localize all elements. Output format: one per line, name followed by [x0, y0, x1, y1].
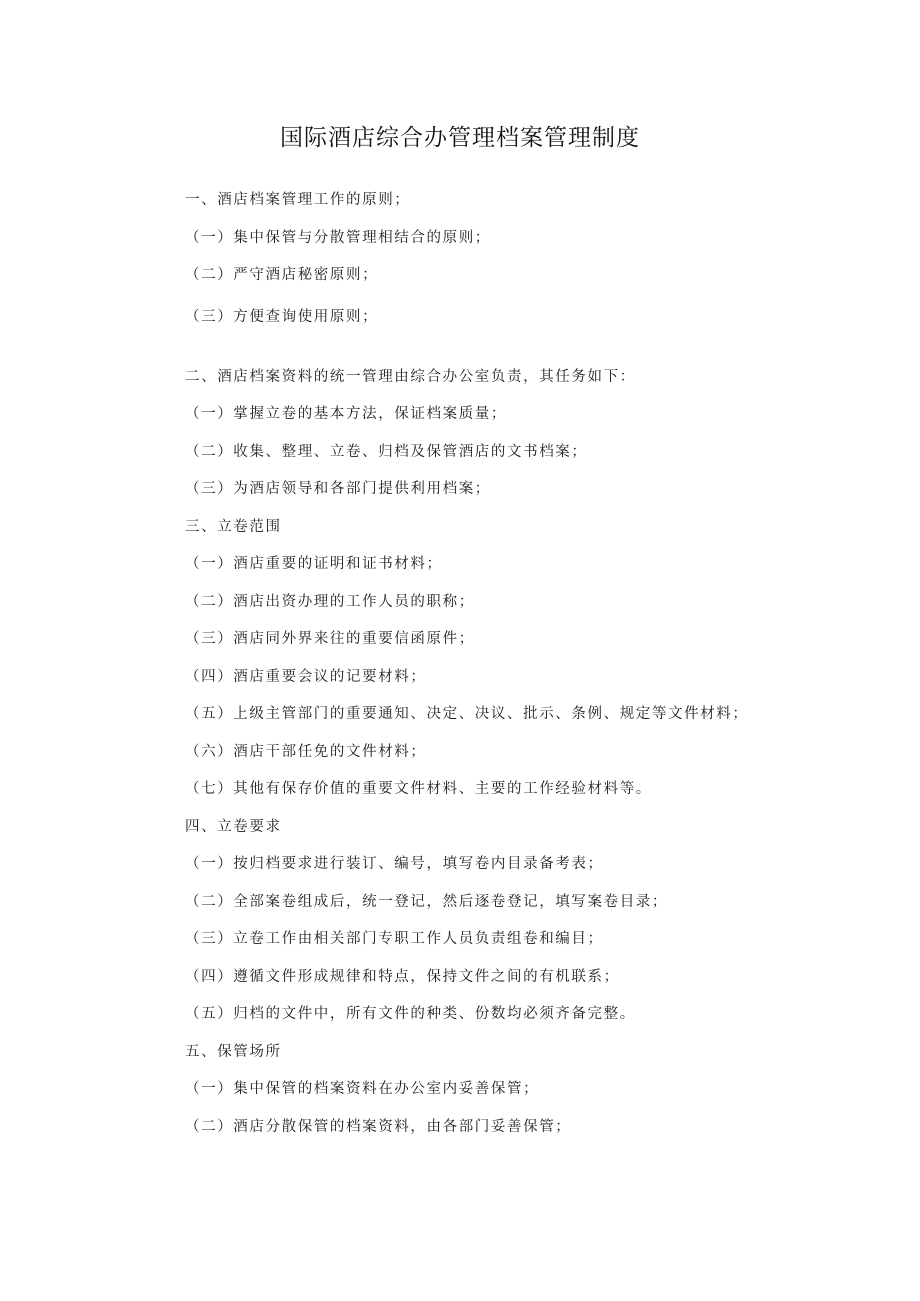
list-item: （三）酒店同外界来往的重要信函原件；: [185, 631, 475, 647]
section-heading-3: 三、立卷范围: [185, 519, 282, 535]
section-heading-2: 二、酒店档案资料的统一管理由综合办公室负责，其任务如下：: [185, 369, 636, 385]
list-item: （一）集中保管与分散管理相结合的原则；: [185, 230, 491, 246]
list-item: （二）全部案卷组成后，统一登记，然后逐卷登记，填写案卷目录；: [185, 894, 668, 910]
list-item: （一）酒店重要的证明和证书材料；: [185, 556, 443, 572]
section-heading-4: 四、立卷要求: [185, 819, 282, 835]
list-item: （二）严守酒店秘密原则；: [185, 267, 379, 283]
list-item: （一）掌握立卷的基本方法，保证档案质量；: [185, 406, 507, 422]
list-item: （四）遵循文件形成规律和特点，保持文件之间的有机联系；: [185, 969, 620, 985]
list-item: （二）酒店出资办理的工作人员的职称；: [185, 594, 475, 610]
list-item: （七）其他有保存价值的重要文件材料、主要的工作经验材料等。: [185, 781, 652, 797]
list-item: （五）归档的文件中，所有文件的种类、份数均必须齐备完整。: [185, 1006, 636, 1022]
list-item: （二）收集、整理、立卷、归档及保管酒店的文书档案；: [185, 444, 588, 460]
section-heading-5: 五、保管场所: [185, 1044, 282, 1060]
list-item: （六）酒店干部任免的文件材料；: [185, 744, 427, 760]
document-title: 国际酒店综合办管理档案管理制度: [280, 125, 640, 151]
list-item: （五）上级主管部门的重要通知、决定、决议、批示、条例、规定等文件材料；: [185, 706, 749, 722]
list-item: （三）为酒店领导和各部门提供利用档案；: [185, 481, 491, 497]
list-item: （四）酒店重要会议的记要材料；: [185, 669, 427, 685]
section-heading-1: 一、酒店档案管理工作的原则；: [185, 192, 411, 208]
list-item: （二）酒店分散保管的档案资料，由各部门妥善保管；: [185, 1119, 572, 1135]
list-item: （一）按归档要求进行装订、编号，填写卷内目录备考表；: [185, 856, 604, 872]
list-item: （一）集中保管的档案资料在办公室内妥善保管；: [185, 1081, 540, 1097]
list-item: （三）立卷工作由相关部门专职工作人员负责组卷和编目；: [185, 931, 604, 947]
list-item: （三）方便查询使用原则；: [185, 309, 379, 325]
